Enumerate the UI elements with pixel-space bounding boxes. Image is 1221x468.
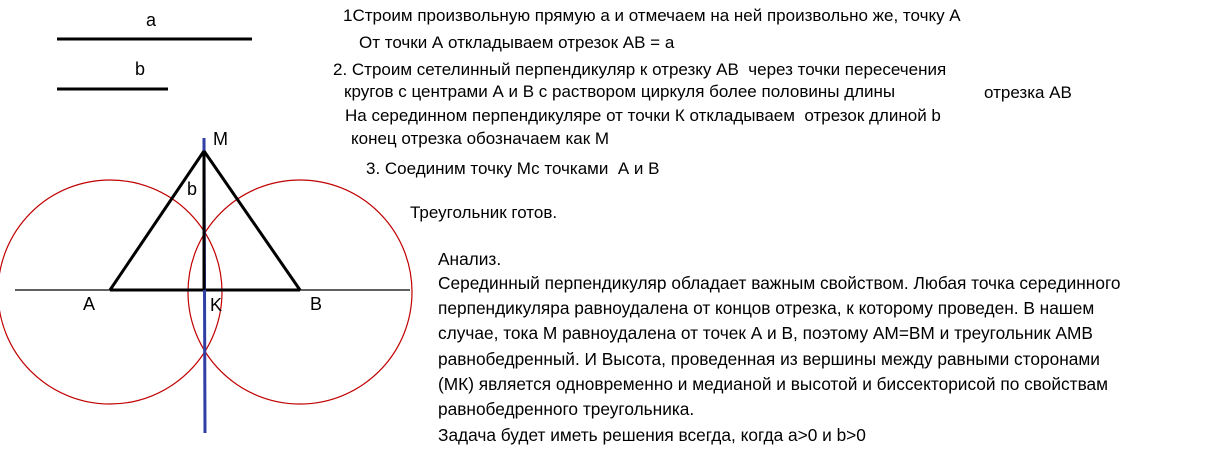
point-b-label: B (310, 294, 323, 314)
step-3-line-1: 3. Соединим точку Мс точками А и В (366, 159, 660, 178)
step-1-line-1: 1Строим произвольную прямую а и отмечаем на ней произвольно же, точку А (343, 6, 961, 25)
step-2-line-1: 2. Строим сетелинный перпендикуляр к отрезку АВ через точки пересечения (333, 60, 947, 79)
analysis-line-2: перпендикуляра равноудалена от концов отрезка, к которому проведен. В нашем (438, 298, 1095, 318)
analysis-line-6: равнобедренного треугольника. (438, 399, 695, 419)
step-1-line-2: От точки А откладываем отрезок АВ = а (359, 33, 675, 52)
analysis-title: Анализ. (438, 249, 502, 269)
side-bm (204, 151, 300, 290)
circle-center-a (0, 180, 222, 404)
segment-a-label: a (146, 10, 157, 30)
analysis-line-4: равнобедренный. И Высота, проведенная из вершины между равными сторонами (438, 349, 1100, 369)
analysis-line-1: Серединный перпендикуляр обладает важным свойством. Любая точка серединного (438, 273, 1121, 293)
step-3-line-2: Треугольник готов. (410, 203, 558, 222)
step-2-line-2: кругов с центрами А и В с раствором циркуля более половины длины (344, 82, 896, 101)
analysis-line-7: Задача будет иметь решения всегда, когда a>0 и b>0 (438, 425, 866, 445)
point-m-label: M (213, 129, 228, 149)
side-b-label: b (187, 179, 198, 199)
step-2-line-2b: отрезка АВ (984, 83, 1072, 102)
segment-b-label: b (135, 59, 146, 79)
step-2-line-3: На серединном перпендикуляре от точки К откладываем отрезок длиной b (345, 106, 941, 125)
analysis-line-3: случае, тока М равноудалена от точек А и В, поэтому АМ=ВМ и треугольник АМВ (438, 323, 1093, 343)
analysis-line-5: (МК) является одновременно и медианой и высотой и биссекторисой по свойствам (438, 374, 1109, 394)
point-a-label: A (83, 294, 96, 314)
point-k-label: K (210, 295, 223, 315)
step-2-line-4: конец отрезка обозначаем как М (351, 129, 610, 148)
